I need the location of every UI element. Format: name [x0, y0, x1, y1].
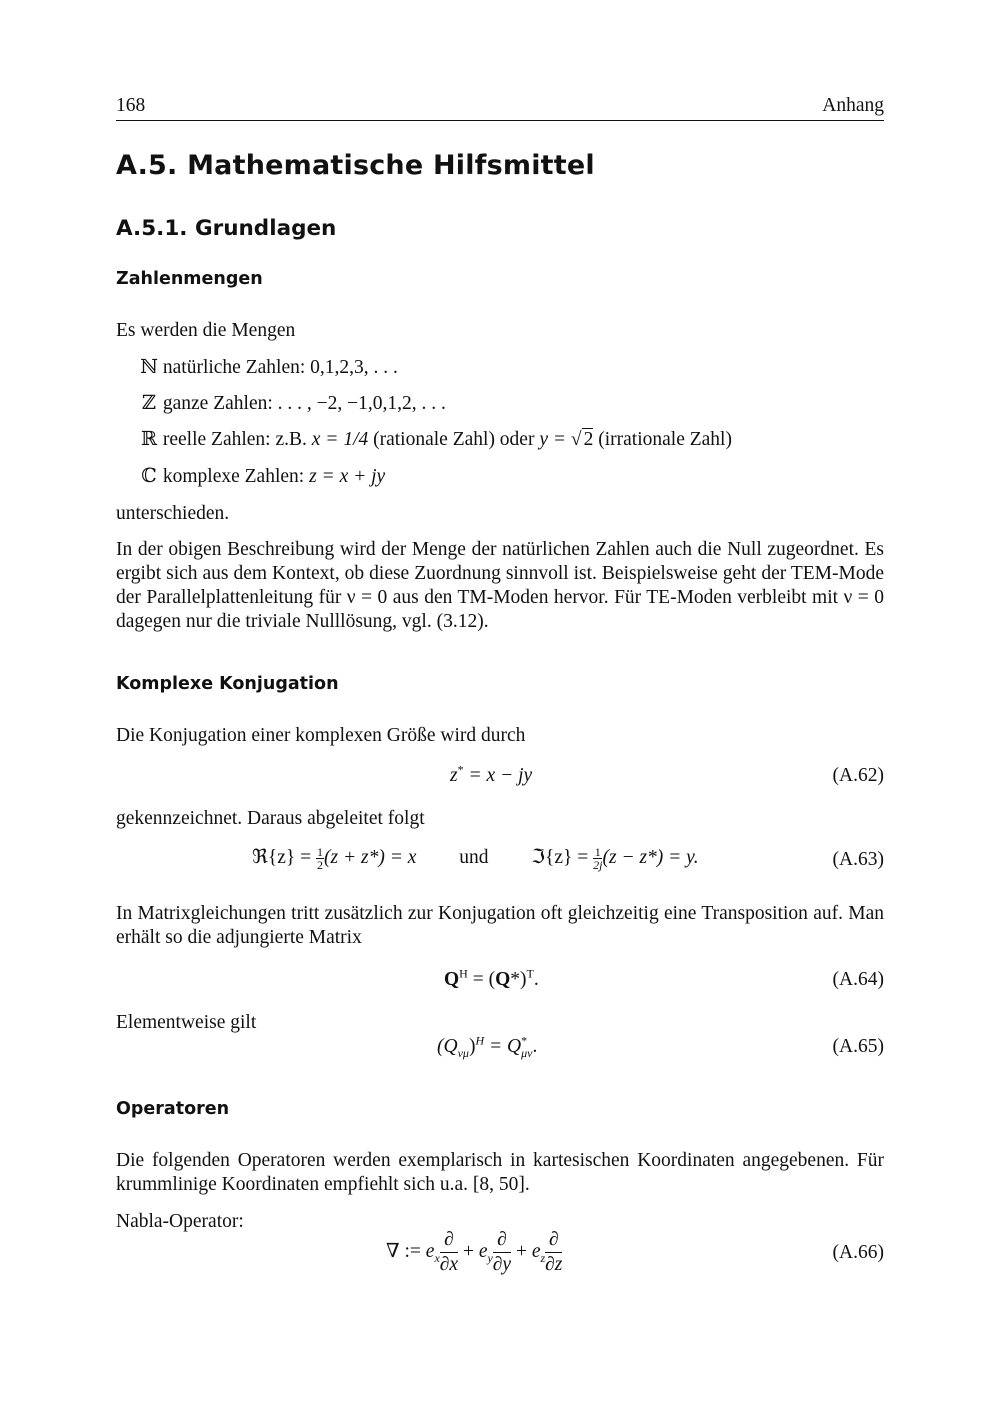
running-section-label: Anhang	[822, 95, 884, 116]
eq-sup: H	[475, 1033, 485, 1048]
eq-operator: +	[515, 1240, 527, 1262]
subsection-heading-zahlenmengen: Zahlenmengen	[116, 269, 263, 289]
equation-a63	[252, 846, 699, 871]
equation-number: (A.63)	[832, 849, 884, 870]
konjugation-intro: Die Konjugation einer komplexen Größe wird durch	[116, 725, 526, 746]
eq-sup: H	[459, 966, 468, 981]
inline-math: z = x + jy	[309, 466, 386, 487]
set-symbol: ℕ	[140, 357, 158, 378]
fraction-denominator: ∂z	[545, 1254, 563, 1275]
eq-term: = x − jy	[463, 765, 533, 786]
list-item-text: (rationale Zahl) oder	[368, 429, 540, 450]
equation-a65	[437, 1035, 537, 1059]
fraction-denominator: ∂x	[439, 1254, 459, 1275]
eq-sup: T	[526, 966, 534, 981]
eq-term: Q	[444, 969, 460, 990]
unit-vector: e	[478, 1240, 488, 1262]
list-item-text: natürliche Zahlen: 0,1,2,3, . . .	[162, 357, 398, 378]
eq-term: .	[533, 969, 539, 990]
equation-number: (A.62)	[832, 765, 884, 786]
section-title: A.5.1. Grundlagen	[116, 216, 337, 241]
list-item-text: reelle Zahlen: z.B.	[162, 429, 312, 450]
inline-math: y =	[539, 429, 571, 450]
operatoren-paragraph: Die folgenden Operatoren werden exemplarisch in kartesischen Koordinaten angegebenen. Für krummlinige Koordinaten empfiehlt sich u.a. [8, 50].	[116, 1150, 884, 1195]
list-item-text: (irrationale Zahl)	[593, 429, 732, 450]
equation-a62	[450, 764, 532, 788]
list-item	[140, 428, 732, 452]
unit-vector: e	[425, 1240, 435, 1262]
eq-sup: *	[521, 1033, 528, 1048]
fraction-numerator: 1	[594, 845, 601, 860]
fraction-numerator: ∂	[545, 1228, 562, 1253]
eq-term: (z + z*) = x	[324, 847, 417, 868]
konjugation-paragraph: In Matrixgleichungen tritt zusätzlich zur Konjugation oft gleichzeitig eine Transposition auf. Man erhält so die adjungierte Matrix	[116, 903, 884, 948]
eq-sub: z	[540, 1250, 546, 1265]
eq-term: = Q	[484, 1036, 522, 1057]
nabla-label: Nabla-Operator:	[116, 1211, 244, 1232]
equation-number: (A.65)	[832, 1036, 884, 1057]
konjugation-mid: gekennzeichnet. Daraus abgeleitet folgt	[116, 808, 425, 829]
zahlenmengen-paragraph: In der obigen Beschreibung wird der Menge der natürlichen Zahlen auch die Null zugeordnet. Es ergibt sich aus dem Kontext, ob diese Zuordnung sinnvoll ist. Beispielsweise geht der TEM-Mode der Parallelplattenleitung für ν = 0 aus den TM-Moden hervor. Für TE-Moden verbleibt mit ν = 0 dagegen nur die triviale Nulllösung, vgl. (3.12).	[116, 539, 884, 632]
fraction-denominator: 2	[317, 858, 323, 873]
eq-term: (z − z*) = y.	[602, 847, 699, 868]
equation-a64	[444, 968, 539, 992]
set-symbol: ℝ	[140, 429, 158, 450]
zahlenmengen-outro: unterschieden.	[116, 503, 230, 524]
eq-term: ∇ :=	[386, 1240, 426, 1262]
elementweise-label: Elementweise gilt	[116, 1012, 257, 1033]
eq-sup: *	[457, 762, 464, 777]
eq-term: .	[532, 1036, 538, 1057]
fraction-numerator: ∂	[440, 1228, 458, 1253]
eq-term: = (	[467, 969, 496, 990]
eq-sub: νμ	[457, 1045, 469, 1060]
eq-term: z	[450, 765, 458, 786]
set-symbol: ℤ	[141, 393, 157, 414]
eq-sub: x	[434, 1250, 440, 1265]
sqrt-argument: 2	[583, 429, 594, 450]
equation-number: (A.66)	[832, 1242, 884, 1263]
subsection-heading-operatoren: Operatoren	[116, 1099, 230, 1119]
set-symbol: ℂ	[141, 466, 157, 487]
inline-math: x = 1/4	[311, 429, 369, 450]
equation-number: (A.64)	[832, 969, 884, 990]
fraction-denominator: ∂y	[492, 1254, 512, 1275]
fraction	[316, 846, 324, 871]
page-number: 168	[116, 95, 146, 116]
list-item-text: ganze Zahlen: . . . , −2, −1,0,1,2, . . .	[162, 393, 446, 414]
equation-a66	[386, 1228, 562, 1277]
sqrt-sign: √	[570, 429, 582, 450]
eq-term: ℑ{z} =	[531, 847, 594, 868]
unit-vector: e	[531, 1240, 541, 1262]
fraction	[545, 1228, 562, 1277]
eq-conjunction: und	[459, 847, 489, 868]
fraction-numerator: 1	[317, 845, 323, 860]
zahlenmengen-intro: Es werden die Mengen	[116, 320, 296, 341]
eq-sub: μν	[521, 1045, 533, 1060]
fraction-denominator: 2j	[593, 858, 603, 873]
list-item-text: komplexe Zahlen:	[162, 466, 310, 487]
eq-term: *)	[510, 969, 527, 990]
fraction	[493, 1228, 511, 1277]
eq-term: (Q	[437, 1036, 458, 1057]
chapter-title: A.5. Mathematische Hilfsmittel	[116, 150, 595, 181]
list-item	[140, 465, 385, 489]
eq-term: ℜ{z} =	[252, 847, 316, 868]
fraction-numerator: ∂	[493, 1228, 511, 1253]
list-item	[140, 392, 446, 416]
eq-term: )	[468, 1036, 476, 1057]
eq-sub: y	[487, 1250, 493, 1265]
fraction	[440, 1228, 458, 1277]
eq-term: Q	[495, 969, 511, 990]
subsection-heading-konjugation: Komplexe Konjugation	[116, 674, 339, 694]
list-item	[140, 356, 398, 380]
eq-operator: +	[462, 1240, 474, 1262]
running-header	[116, 94, 884, 121]
